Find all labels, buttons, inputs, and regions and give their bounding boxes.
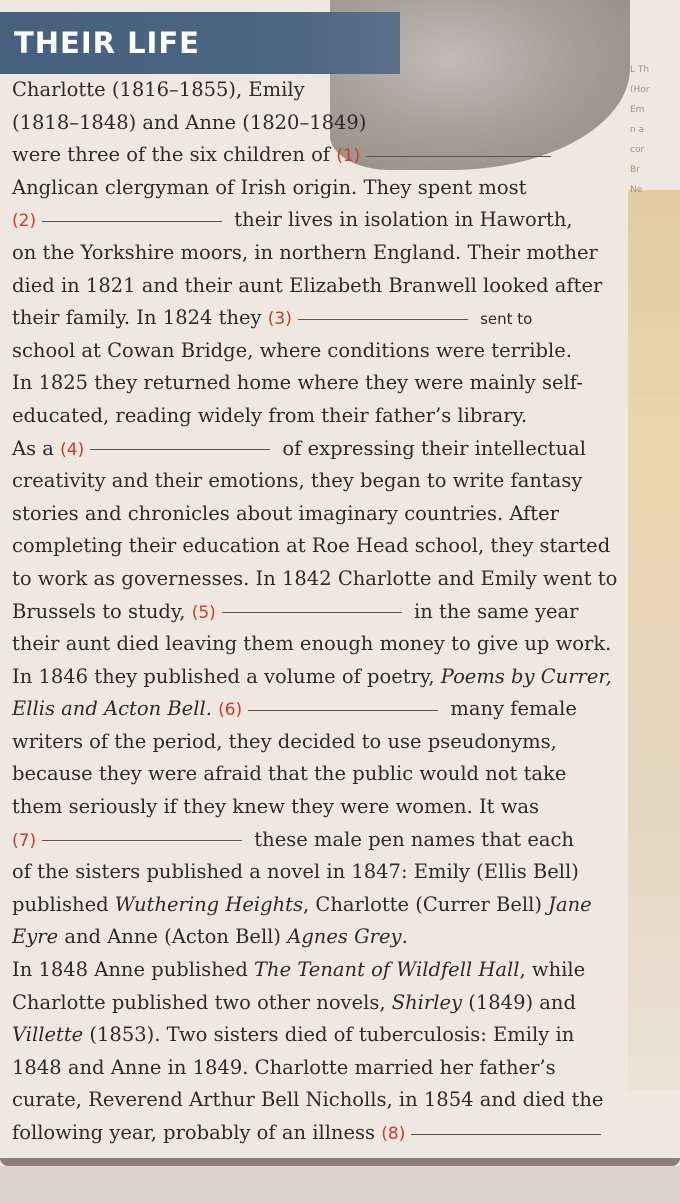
heading-bar xyxy=(0,12,400,74)
gap-1-blank[interactable] xyxy=(366,155,551,157)
text-line: Charlotte published two other novels, Shirley (1849) and xyxy=(12,990,576,1014)
gap-4-blank[interactable] xyxy=(90,448,270,450)
text-line: died in 1821 and their aunt Elizabeth Branwell looked after xyxy=(12,273,603,297)
text-line: Brussels to study, (5) in the same year xyxy=(12,599,579,623)
text-line: their family. In 1824 they (3) sent to xyxy=(12,306,533,330)
text-line: because they were afraid that the public would not take xyxy=(12,762,567,786)
gap-3-blank[interactable] xyxy=(298,318,468,320)
text-line: completing their education at Roe Head school, they started xyxy=(12,534,611,558)
margin-text: L Th (Hor Em n a cor Br Ne xyxy=(630,65,650,195)
text-line: to work as governesses. In 1842 Charlotte and Emily went to xyxy=(12,566,618,590)
gap-number-5: (5) xyxy=(191,602,216,623)
text-line: school at Cowan Bridge, where conditions were terrible. xyxy=(12,338,572,362)
gap-6-blank[interactable] xyxy=(248,709,438,711)
gap-5-blank[interactable] xyxy=(222,611,402,613)
text-line: Villette (1853). Two sisters died of tuberculosis: Emily in xyxy=(12,1023,575,1047)
text-line: them seriously if they knew they were women. It was xyxy=(12,795,540,819)
text-line: As a (4) of expressing their intellectual xyxy=(12,436,587,460)
gap-8-blank[interactable] xyxy=(411,1133,601,1135)
page-bottom-border xyxy=(0,1158,680,1166)
page-title: THEIR LIFE xyxy=(14,26,200,60)
text-line: In 1846 they published a volume of poetry, Poems by Currer, xyxy=(12,664,612,688)
text-line: following year, probably of an illness (8) xyxy=(12,1117,662,1150)
page-fold xyxy=(0,1166,680,1203)
text-line: (7) these male pen names that each xyxy=(12,827,574,851)
text-line: (1818–1848) and Anne (1820–1849) xyxy=(12,110,367,134)
gap-number-4: (4) xyxy=(60,439,85,460)
gap-number-8: (8) xyxy=(381,1124,406,1144)
text-line: In 1848 Anne published The Tenant of Wildfell Hall, while xyxy=(12,958,586,982)
gap-number-6: (6) xyxy=(218,700,243,721)
text-line: of the sisters published a novel in 1847: Emily (Ellis Bell) xyxy=(12,860,579,884)
text-line: their aunt died leaving them enough money to give up work. xyxy=(12,632,612,656)
text-line: In 1825 they returned home where they were mainly self- xyxy=(12,371,583,395)
text-line: educated, reading widely from their father’s library. xyxy=(12,403,528,427)
text-line: stories and chronicles about imaginary countries. After xyxy=(12,501,559,525)
text-line: (2) their lives in isolation in Haworth, xyxy=(12,208,573,232)
gap-7-blank[interactable] xyxy=(42,839,242,841)
text-line: curate, Reverend Arthur Bell Nicholls, in 1854 and died the xyxy=(12,1088,604,1112)
text-line: Ellis and Acton Bell. (6) many female xyxy=(12,697,577,721)
text-line: on the Yorkshire moors, in northern England. Their mother xyxy=(12,240,598,264)
gap-2-blank[interactable] xyxy=(42,220,222,222)
text-line: Anglican clergyman of Irish origin. They spent most xyxy=(12,175,527,199)
text-line: writers of the period, they decided to use pseudonyms, xyxy=(12,729,557,753)
exercise-text xyxy=(12,74,662,1182)
text-line: creativity and their emotions, they began to write fantasy xyxy=(12,469,583,493)
gap-number-3: (3) xyxy=(267,309,292,330)
text-line: Charlotte (1816–1855), Emily xyxy=(12,78,305,101)
gap-number-7: (7) xyxy=(12,830,37,851)
gap-number-1: (1) xyxy=(336,146,361,167)
gap-number-2: (2) xyxy=(12,211,37,232)
text-line: 1848 and Anne in 1849. Charlotte married her father’s xyxy=(12,1055,556,1079)
text-line: published Wuthering Heights, Charlotte (Currer Bell) Jane xyxy=(12,892,592,916)
text-line: Eyre and Anne (Acton Bell) Agnes Grey. xyxy=(12,925,408,949)
text-line: were three of the six children of (1) xyxy=(12,139,662,172)
